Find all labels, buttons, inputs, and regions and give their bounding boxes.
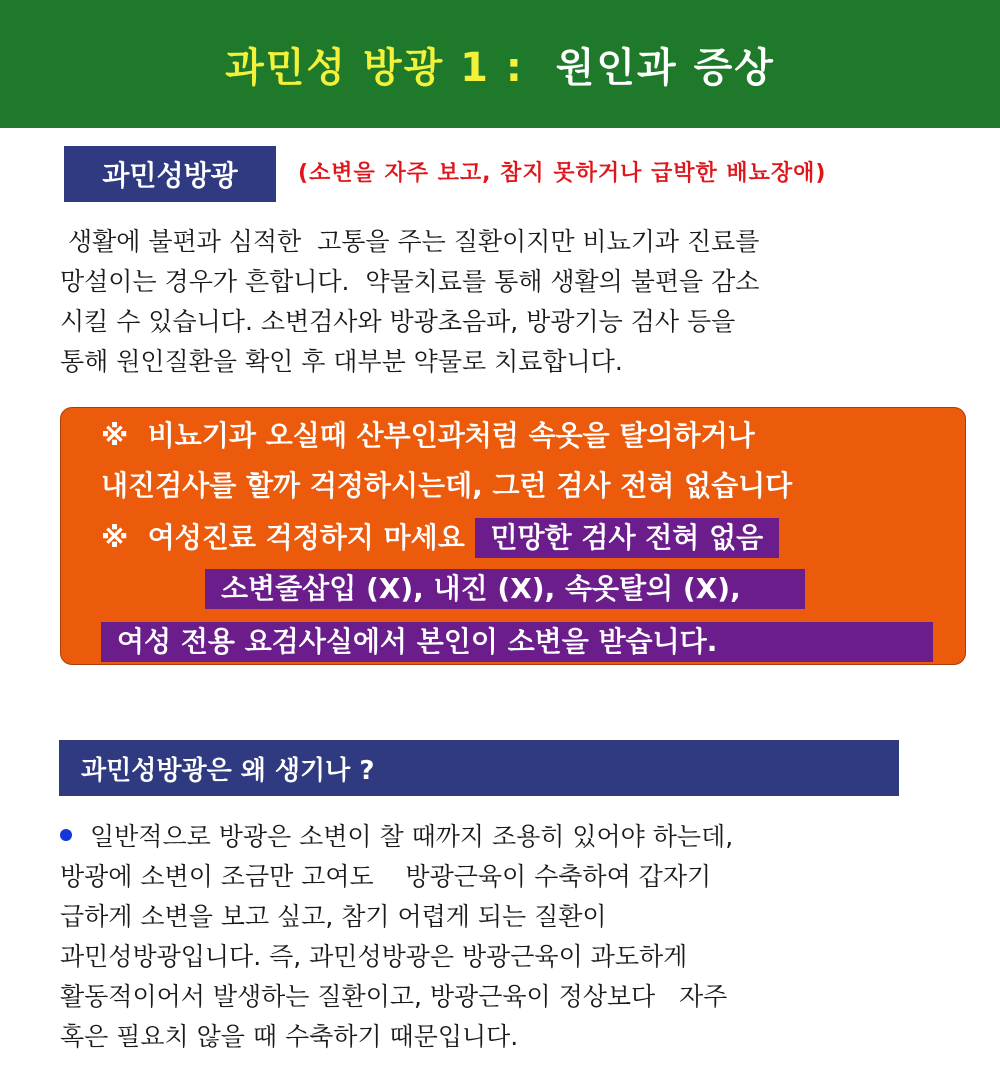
- notice-line-1: ※ 비뇨기과 오실때 산부인과처럼 속옷을 탈의하거나: [101, 419, 755, 452]
- paragraph-line: [60, 817, 950, 857]
- page-title-white: 원인과 증상: [555, 44, 775, 91]
- intro-paragraph: [60, 222, 950, 382]
- cause-paragraph: [60, 817, 950, 1057]
- paragraph-line: 과민성방광입니다. 즉, 과민성방광은 방광근육이 과도하게: [60, 942, 688, 971]
- notice-line-5: [101, 622, 933, 662]
- paragraph-line: 생활에 불편과 심적한 고통을 주는 질환이지만 비뇨기과 진료를: [60, 227, 760, 256]
- bullet-dot-icon: [60, 829, 72, 841]
- notice-highlight-women-room: 여성 전용 요검사실에서 본인이 소변을 받습니다.: [101, 622, 933, 662]
- notice-line-4: [205, 569, 805, 609]
- paragraph-line: 방광에 소변이 조금만 고여도 방광근육이 수축하여 갑자기: [60, 862, 712, 891]
- page-title: [225, 36, 775, 93]
- paragraph-line: 혹은 필요치 않을 때 수축하기 때문입니다.: [60, 1022, 519, 1051]
- section-subtitle: (소변을 자주 보고, 참지 못하거나 급박한 배뇨장애): [298, 161, 827, 186]
- paragraph-line: 통해 원인질환을 확인 후 대부분 약물로 치료합니다.: [60, 347, 623, 376]
- notice-line-3-prefix: ※ 여성진료 걱정하지 마세요: [101, 521, 465, 554]
- paragraph-line: 시킬 수 있습니다. 소변검사와 방광초음파, 방광기능 검사 등을: [60, 307, 736, 336]
- notice-highlight-procedures: 소변줄삽입 (X), 내진 (X), 속옷탈의 (X),: [205, 569, 805, 609]
- paragraph-line: 활동적이어서 발생하는 질환이고, 방광근육이 정상보다 자주: [60, 982, 728, 1011]
- paragraph-line-text: 일반적으로 방광은 소변이 찰 때까지 조용히 있어야 하는데,: [90, 822, 734, 851]
- header-banner: [0, 0, 1000, 128]
- section-label-why: 과민성방광은 왜 생기나 ?: [59, 740, 899, 796]
- paragraph-line: 망설이는 경우가 흔합니다. 약물치료를 통해 생활의 불편을 감소: [60, 267, 760, 296]
- section-label-overactive-bladder: 과민성방광: [64, 146, 276, 202]
- notice-highlight-no-exam: 민망한 검사 전혀 없음: [475, 518, 780, 558]
- paragraph-line: 급하게 소변을 보고 싶고, 참기 어렵게 되는 질환이: [60, 902, 607, 931]
- notice-line-2: 내진검사를 할까 걱정하시는데, 그런 검사 전혀 없습니다: [101, 469, 793, 502]
- page-title-yellow: 과민성 방광 1 :: [225, 44, 524, 91]
- notice-line-3: [101, 518, 779, 558]
- notice-box: [60, 407, 966, 665]
